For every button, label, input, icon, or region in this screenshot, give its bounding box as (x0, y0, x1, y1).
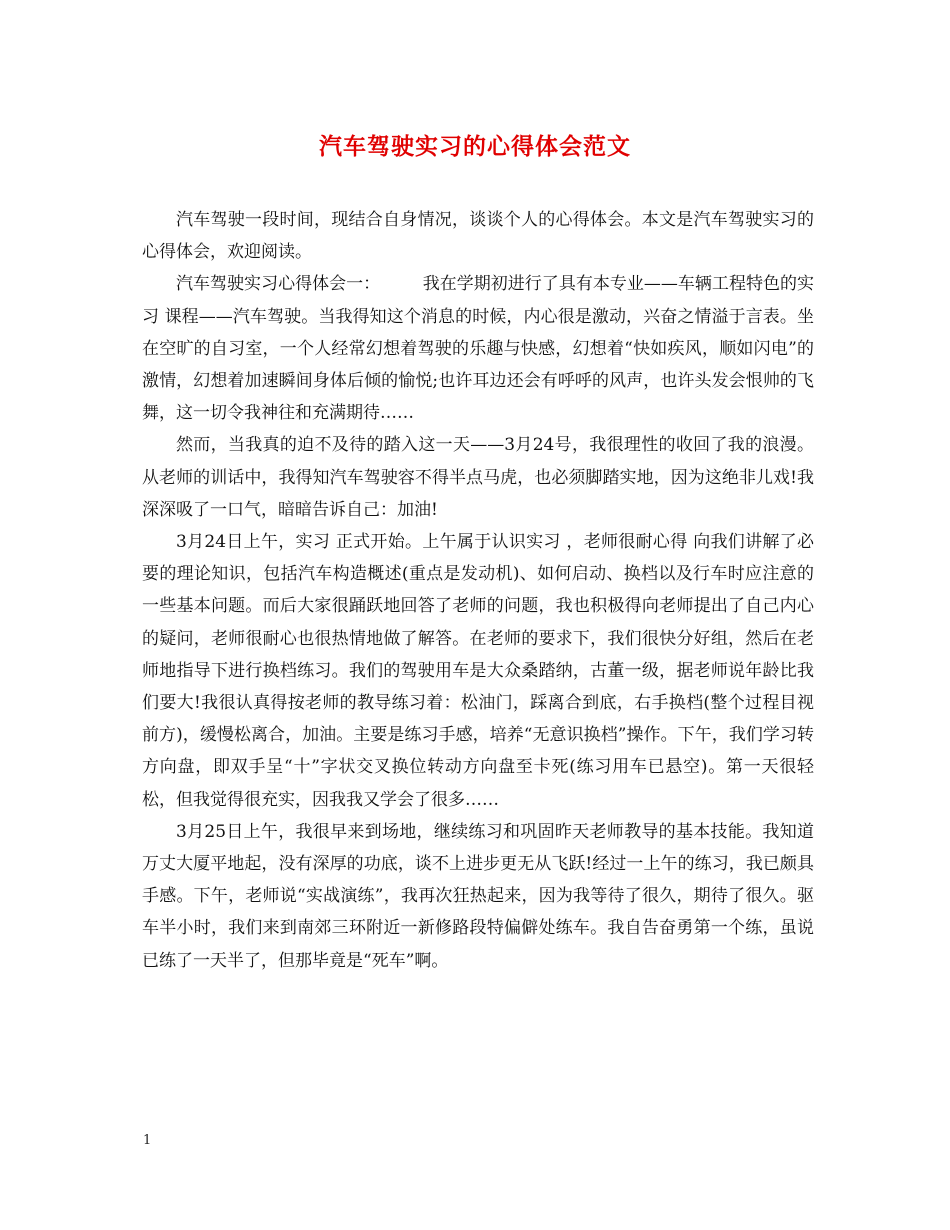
paragraph-march-24-arrival: 然而，当我真的迫不及待的踏入这一天——3月24号，我很理性的收回了我的浪漫。从老师的训话中，我得知汽车驾驶容不得半点马虎，也必须脚踏实地，因为这绝非儿戏!我深深吸了一口气，暗暗告诉自己：加油! (142, 435, 814, 520)
paragraph-intro: 汽车驾驶一段时间，现结合自身情况，谈谈个人的心得体会。本文是汽车驾驶实习的心得体会，欢迎阅读。 (142, 210, 814, 263)
document-body (142, 204, 814, 977)
paragraph-march-24-practice: 3月24日上午，实习 正式开始。上午属于认识实习 ，老师很耐心得 向我们讲解了必要的理论知识，包括汽车构造概述(重点是发动机)、如何启动、换档以及行车时应注意的一些基本问题。而后大家很踊跃地回答了老师的问题，我也积极得向老师提出了自己内心的疑问，老师很耐心也很热情地做了解答。在老师的要求下，我们很快分好组，然后在老师地指导下进行换档练习。我们的驾驶用车是大众桑踏纳，古董一级，据老师说年龄比我们要大!我很认真得按老师的教导练习着：松油门，踩离合到底，右手换档(整个过程目视前方)，缓慢松离合，加油。主要是练习手感，培养“无意识换档”操作。下午，我们学习转方向盘，即双手呈“十”字状交叉换位转动方向盘至卡死(练习用车已悬空)。第一天很轻松，但我觉得很充实，因我我又学会了很多…… (142, 532, 814, 810)
page-title: 汽车驾驶实习的心得体会范文 (319, 133, 631, 160)
paragraph-march-25-practice: 3月25日上午，我很早来到场地，继续练习和巩固昨天老师教导的基本技能。我知道万丈大厦平地起，没有深厚的功底，谈不上进步更无从飞跃!经过一上午的练习，我已颇具手感。下午，老师说“实战演练”，我再次狂热起来，因为我等待了很久，期待了很久。驱车半小时，我们来到南郊三环附近一新修路段特偏僻处练车。我自告奋勇第一个练，虽说已练了一天半了，但那毕竟是“死车”啊。 (142, 821, 814, 971)
page-number: 1 (143, 1133, 152, 1148)
paragraph-experience-one: 汽车驾驶实习心得体会一： 我在学期初进行了具有本专业——车辆工程特色的实习 课程——汽车驾驶。当我得知这个消息的时候，内心很是激动，兴奋之情溢于言表。坐在空旷的自习室，一个人经常幻想着驾驶的乐趣与快感，幻想着“快如疾风，顺如闪电”的激情，幻想着加速瞬间身体后倾的愉悦;也许耳边还会有呼呼的风声，也许头发会恨帅的飞舞，这一切令我神往和充满期待…… (142, 274, 814, 424)
